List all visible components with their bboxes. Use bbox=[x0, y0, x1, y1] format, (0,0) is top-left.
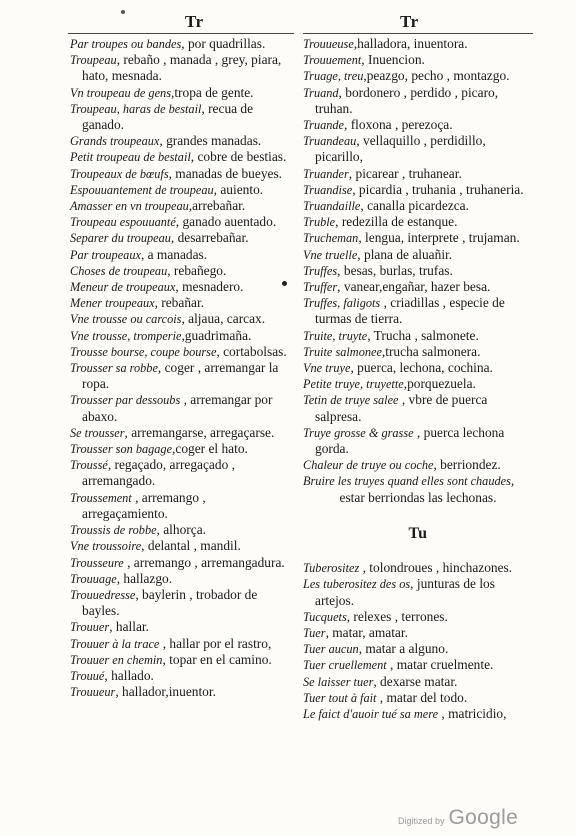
spanish-translation: , bordonero , perdido , picaro, truhan. bbox=[315, 84, 499, 116]
dictionary-entry bbox=[303, 641, 533, 657]
spanish-translation: , dexarse matar. bbox=[373, 673, 458, 689]
dictionary-entry bbox=[303, 198, 533, 214]
spanish-translation: , mesnadero. bbox=[175, 279, 244, 295]
dictionary-entry bbox=[70, 392, 294, 424]
spanish-translation: , relexes , terrones. bbox=[346, 608, 448, 624]
french-headword: Tetin de truye salee bbox=[303, 393, 399, 408]
french-headword: Truffer bbox=[303, 280, 338, 295]
spanish-translation: , Inuencion. bbox=[361, 52, 425, 68]
french-headword: Troupeau, haras de bestail bbox=[70, 101, 202, 116]
spanish-translation: , hallado. bbox=[104, 667, 154, 683]
dictionary-entry bbox=[303, 133, 533, 165]
spanish-translation: , delantal , mandil. bbox=[141, 538, 241, 554]
dictionary-entry bbox=[303, 68, 533, 84]
left-column-header: Tr bbox=[185, 12, 204, 31]
french-headword: Truandaille bbox=[303, 199, 361, 214]
dictionary-entry bbox=[303, 657, 533, 673]
spanish-translation: , rebañar. bbox=[154, 295, 205, 311]
french-headword: Vne trousse, tromperie bbox=[70, 328, 182, 343]
french-headword: Truite, truyte bbox=[303, 328, 368, 343]
french-headword: Truite salmonee bbox=[303, 344, 382, 359]
french-headword: Trouuage bbox=[70, 571, 117, 586]
dictionary-entry bbox=[70, 198, 294, 214]
spanish-translation: , puerca lechona gorda. bbox=[315, 424, 505, 457]
spanish-translation: , grandes manadas. bbox=[159, 133, 262, 149]
french-headword: Tuer cruellement bbox=[303, 658, 387, 673]
french-headword: Vne truye bbox=[303, 361, 351, 376]
dictionary-entry bbox=[70, 295, 294, 311]
dictionary-entry bbox=[70, 571, 294, 587]
french-headword: Truand bbox=[303, 85, 339, 100]
dictionary-entry bbox=[70, 360, 294, 392]
spanish-translation: , matar cruelmente. bbox=[386, 657, 494, 673]
spanish-translation: , hallador,inuentor. bbox=[115, 684, 216, 700]
spanish-translation: , floxona , perezoça. bbox=[344, 117, 453, 133]
dictionary-entry bbox=[70, 182, 294, 198]
spanish-translation: , canalla picardezca. bbox=[360, 198, 469, 214]
spanish-translation: , alhorça. bbox=[156, 522, 206, 538]
french-headword: Trousser son bagage bbox=[70, 442, 173, 457]
spanish-translation: ,porquezuela. bbox=[403, 376, 476, 392]
spanish-translation: , topar en el camino. bbox=[162, 651, 272, 667]
spanish-translation: , por quadrillas. bbox=[181, 36, 266, 51]
dictionary-entry bbox=[70, 328, 294, 344]
spanish-translation: , lengua, interprete , trujaman. bbox=[358, 230, 520, 246]
french-headword: Trouueur bbox=[70, 685, 116, 700]
dictionary-entry bbox=[303, 328, 533, 344]
dictionary-entry bbox=[303, 376, 533, 392]
google-watermark bbox=[398, 806, 518, 830]
french-headword: Truye grosse & grasse bbox=[303, 425, 414, 440]
spanish-translation: , arremangar por abaxo. bbox=[82, 392, 273, 424]
dictionary-entry bbox=[70, 311, 294, 327]
dictionary-entry bbox=[70, 133, 294, 149]
spanish-translation: ,halladora, inuentora. bbox=[353, 36, 468, 51]
dictionary-entry bbox=[70, 52, 294, 84]
dictionary-entry bbox=[70, 279, 294, 295]
french-headword: Par troupes ou bandes bbox=[70, 37, 182, 51]
french-headword: Troupeaux de bœufs bbox=[70, 166, 169, 181]
french-headword: Troussement bbox=[70, 490, 132, 505]
spanish-translation: , arremango , arregaçamiento. bbox=[82, 489, 206, 521]
dictionary-entry bbox=[303, 609, 533, 625]
dictionary-entry bbox=[70, 247, 294, 263]
french-headword: Chaleur de truye ou coche bbox=[303, 458, 434, 473]
spanish-translation: , vbre de puerca salpresa. bbox=[315, 392, 488, 424]
left-header-rule bbox=[68, 33, 294, 34]
french-headword: Tuer bbox=[303, 625, 326, 640]
dictionary-entry bbox=[303, 690, 533, 706]
french-headword: Se trousser bbox=[70, 425, 125, 440]
right-column-header: Tr bbox=[400, 12, 419, 31]
dictionary-entry bbox=[70, 101, 294, 133]
french-headword: Truble bbox=[303, 215, 336, 230]
spanish-translation: , picarear , truhanear. bbox=[348, 165, 462, 181]
dictionary-entry bbox=[70, 636, 294, 652]
french-headword: Truandeau bbox=[303, 134, 357, 149]
dictionary-entry bbox=[70, 619, 294, 635]
dictionary-entry bbox=[303, 166, 533, 182]
french-headword: Tucquets bbox=[303, 609, 347, 624]
spanish-translation: , cortabolsas. bbox=[216, 343, 287, 359]
french-headword: Meneur de troupeaux bbox=[70, 280, 176, 295]
french-headword: Truander bbox=[303, 166, 349, 181]
dictionary-entry bbox=[70, 441, 294, 457]
spanish-translation: , arremangarse, arregaçarse. bbox=[124, 424, 275, 440]
spanish-translation: , matar del todo. bbox=[376, 689, 468, 705]
dictionary-entry bbox=[303, 263, 533, 279]
dictionary-entry bbox=[303, 360, 533, 376]
spanish-translation: , regaçado, arregaçado , arremangado. bbox=[82, 457, 235, 489]
dictionary-entry bbox=[70, 684, 294, 700]
french-headword: Trouuedresse bbox=[70, 587, 136, 602]
french-headword: Grands troupeaux bbox=[70, 134, 160, 149]
dictionary-entry bbox=[70, 668, 294, 684]
dictionary-entry bbox=[303, 182, 533, 198]
dictionary-entry bbox=[303, 457, 533, 473]
french-headword: Truffes, faligots bbox=[303, 296, 381, 311]
spanish-translation: , vellaquillo , perdidillo, picarillo, bbox=[315, 133, 486, 165]
spanish-translation: , aljaua, carcax. bbox=[181, 311, 266, 327]
spanish-translation: , picardia , truhania , truhaneria. bbox=[352, 181, 524, 197]
french-headword: Trouueuse bbox=[303, 37, 354, 51]
right-entries-top bbox=[303, 36, 533, 490]
section-heading: Tu bbox=[408, 524, 428, 542]
spanish-translation: ,coger el hato. bbox=[172, 441, 248, 457]
dictionary-entry bbox=[303, 473, 533, 489]
spanish-translation: , vanear,engañar, hazer besa. bbox=[337, 279, 491, 295]
french-headword: Par troupeaux bbox=[70, 247, 141, 262]
spanish-translation: , puerca, lechona, cochina. bbox=[350, 360, 493, 376]
dictionary-entry bbox=[70, 230, 294, 246]
french-headword: Amasser en vn troupeau bbox=[70, 199, 189, 214]
spanish-translation: , hallar. bbox=[109, 619, 149, 635]
spanish-translation: , cobre de bestias. bbox=[190, 149, 287, 165]
spanish-translation: , rebañego. bbox=[167, 262, 227, 278]
spanish-translation: , matar a alguno. bbox=[358, 641, 449, 657]
dictionary-entry bbox=[70, 344, 294, 360]
spanish-translation: , besas, burlas, trufas. bbox=[337, 262, 453, 278]
dictionary-entry bbox=[303, 247, 533, 263]
spanish-translation: , hallar por el rastro, bbox=[159, 635, 272, 651]
french-headword: Bruire les truyes quand elles sont chaudes bbox=[303, 474, 511, 489]
french-headword: Trouué bbox=[70, 668, 105, 683]
dictionary-entry bbox=[303, 85, 533, 117]
french-headword: Vne trousse ou carcois bbox=[70, 312, 182, 327]
right-header-rule bbox=[303, 33, 533, 34]
spanish-translation: , Trucha , salmonete. bbox=[367, 327, 479, 343]
dictionary-entry bbox=[303, 52, 533, 68]
dictionary-entry bbox=[303, 344, 533, 360]
dictionary-entry bbox=[70, 522, 294, 538]
dictionary-entry bbox=[303, 706, 533, 722]
dictionary-entry bbox=[70, 425, 294, 441]
spanish-translation: ,trucha salmonera. bbox=[381, 343, 481, 359]
ink-dot bbox=[282, 281, 287, 286]
french-headword: Truande bbox=[303, 118, 344, 133]
french-headword: Tuberositez bbox=[303, 561, 360, 576]
dictionary-entry bbox=[70, 457, 294, 489]
dictionary-entry bbox=[303, 560, 533, 576]
spanish-translation: , junturas de los artejos. bbox=[315, 576, 495, 608]
french-headword: Truffes bbox=[303, 263, 338, 278]
dictionary-entry bbox=[70, 149, 294, 165]
french-headword: Troupeau bbox=[70, 53, 117, 68]
dictionary-entry bbox=[70, 36, 294, 52]
spanish-translation: ,peazgo, pecho , montazgo. bbox=[363, 68, 510, 84]
spanish-translation: , bbox=[510, 473, 515, 489]
dictionary-entry bbox=[303, 279, 533, 295]
french-headword: Vne truelle bbox=[303, 247, 358, 262]
french-headword: Troussé bbox=[70, 458, 108, 473]
dictionary-entry bbox=[70, 85, 294, 101]
spanish-translation: , rebaño , manada , grey, piara, hato, mesnada. bbox=[82, 52, 282, 84]
dictionary-entry bbox=[70, 587, 294, 619]
french-headword: Espouuantement de troupeau bbox=[70, 182, 214, 197]
spanish-translation: , baylerin , trobador de bayles. bbox=[82, 586, 258, 619]
french-headword: Petite truye, truyette bbox=[303, 377, 404, 392]
right-entries-bottom bbox=[303, 560, 533, 722]
french-headword: Separer du troupeau bbox=[70, 231, 171, 246]
french-headword: Trousser par dessoubs bbox=[70, 393, 181, 408]
spanish-translation: , desarrebañar. bbox=[170, 230, 249, 246]
dictionary-entry bbox=[70, 214, 294, 230]
french-headword: Trousse bourse, coupe bourse bbox=[70, 344, 217, 359]
french-headword: Se laisser tuer bbox=[303, 674, 374, 689]
dictionary-entry bbox=[303, 625, 533, 641]
french-headword: Vne troussoire bbox=[70, 539, 142, 554]
french-headword: Trouuer en chemin bbox=[70, 652, 163, 667]
spanish-translation: , arremango , arremangadura. bbox=[123, 554, 285, 570]
french-headword: Trouuement bbox=[303, 53, 362, 68]
spanish-translation: , matricidio, bbox=[438, 705, 507, 721]
french-headword: Petit troupeau de bestail bbox=[70, 150, 191, 165]
french-headword: Troussis de robbe bbox=[70, 523, 157, 538]
dictionary-entry bbox=[303, 576, 533, 608]
dictionary-entry bbox=[70, 652, 294, 668]
dictionary-entry bbox=[303, 117, 533, 133]
french-headword: Tuer aucun bbox=[303, 642, 359, 657]
dictionary-entry bbox=[303, 674, 533, 690]
french-headword: Le faict d'auoir tué sa mere bbox=[303, 706, 439, 721]
spanish-translation: , coger , arremangar la ropa. bbox=[82, 360, 279, 392]
spanish-translation: , manadas de bueyes. bbox=[168, 165, 283, 181]
dictionary-entry bbox=[303, 230, 533, 246]
spanish-translation: , hallazgo. bbox=[116, 570, 173, 586]
spanish-translation: , plana de aluañir. bbox=[357, 246, 453, 262]
spanish-translation: ,arrebañar. bbox=[188, 198, 246, 214]
dictionary-entry bbox=[70, 490, 294, 522]
continuation-line: estar berriondas las lechonas. bbox=[339, 489, 497, 505]
spanish-translation: , ganado auentado. bbox=[175, 214, 277, 230]
dictionary-entry bbox=[70, 263, 294, 279]
dictionary-entry bbox=[70, 555, 294, 571]
right-column bbox=[303, 36, 533, 722]
watermark-google-logo: Google bbox=[448, 806, 519, 829]
spanish-translation: , auiento. bbox=[213, 181, 264, 197]
ink-speck bbox=[121, 10, 125, 14]
dictionary-entry bbox=[303, 214, 533, 230]
french-headword: Trousser sa robbe bbox=[70, 361, 158, 376]
french-headword: Troupeau espouuanté bbox=[70, 215, 176, 230]
spanish-translation: , criadillas , especie de turmas de tierra. bbox=[315, 295, 505, 327]
french-headword: Trousseure bbox=[70, 555, 124, 570]
left-column bbox=[70, 36, 294, 700]
spanish-translation: , redezilla de estanque. bbox=[335, 214, 458, 230]
spanish-translation: , berriondez. bbox=[433, 457, 501, 473]
french-headword: Trucheman bbox=[303, 231, 359, 246]
dictionary-entry bbox=[303, 425, 533, 457]
dictionary-entry bbox=[70, 538, 294, 554]
watermark-digitized-by: Digitized by bbox=[398, 816, 445, 826]
french-headword: Truandise bbox=[303, 182, 353, 197]
dictionary-entry bbox=[303, 36, 533, 52]
french-headword: Trouuer à la trace bbox=[70, 636, 160, 651]
french-headword: Trouuer bbox=[70, 620, 110, 635]
spanish-translation: ,guadrimaña. bbox=[181, 327, 252, 343]
french-headword: Les tuberositez des os bbox=[303, 577, 411, 592]
spanish-translation: , a manadas. bbox=[140, 246, 208, 262]
french-headword: Choses de troupeau bbox=[70, 263, 168, 278]
spanish-translation: ,tropa de gente. bbox=[170, 84, 254, 100]
french-headword: Tuer tout à fait bbox=[303, 690, 377, 705]
spanish-translation: , recua de ganado. bbox=[82, 100, 254, 133]
dictionary-entry bbox=[70, 166, 294, 182]
spanish-translation: , matar, amatar. bbox=[325, 624, 408, 640]
french-headword: Truage, treu bbox=[303, 69, 364, 84]
spanish-translation: , tolondroues , hinchazones. bbox=[359, 560, 513, 576]
dictionary-entry bbox=[303, 392, 533, 424]
french-headword: Mener troupeaux bbox=[70, 296, 155, 311]
french-headword: Vn troupeau de gens bbox=[70, 85, 171, 100]
dictionary-entry bbox=[303, 295, 533, 327]
